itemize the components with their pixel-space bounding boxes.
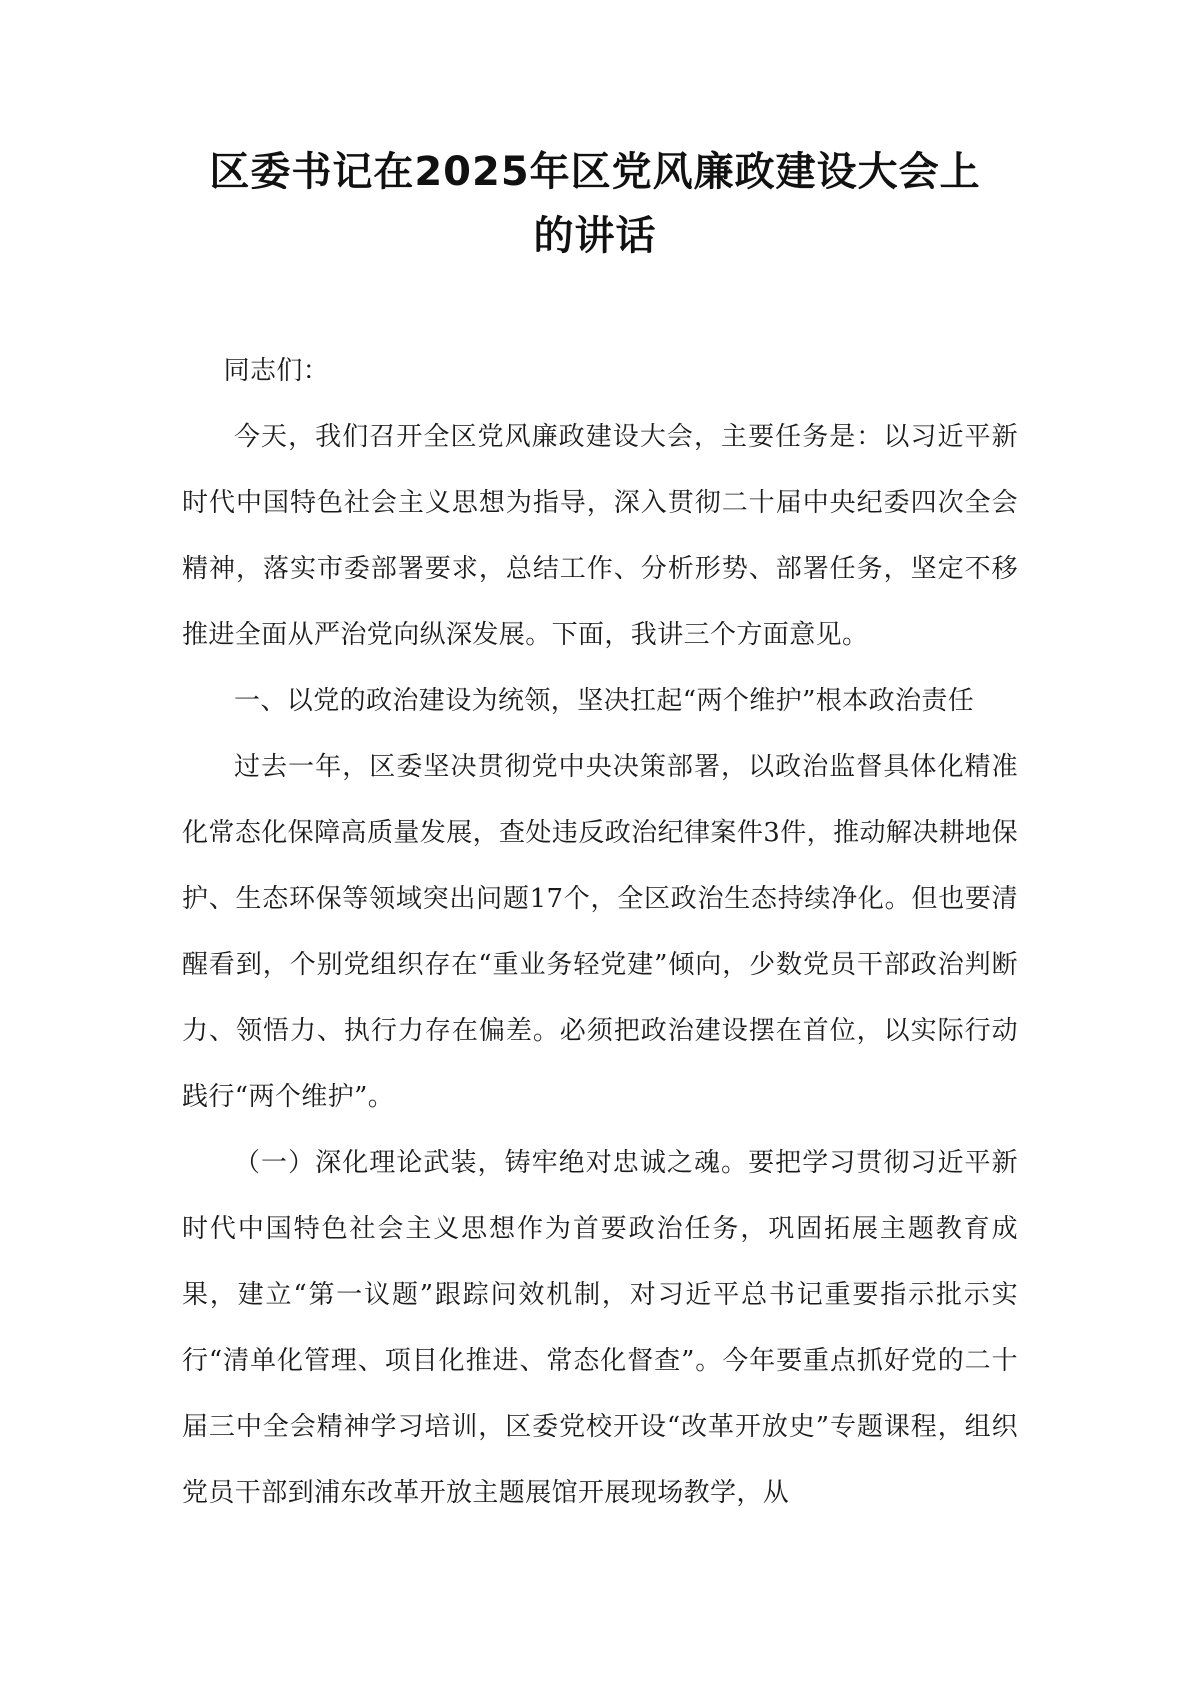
title-line-1: 区委书记在2025年区党风廉政建设大会上 <box>209 149 981 195</box>
title-line-2: 的讲话 <box>533 213 657 259</box>
document-body <box>182 338 1018 1526</box>
document-title <box>160 140 1030 268</box>
paragraph-intro: 今天，我们召开全区党风廉政建设大会，主要任务是：以习近平新时代中国特色社会主义思想为指导，深入贯彻二十届中央纪委四次全会精神，落实市委部署要求，总结工作、分析形势、部署任务，坚定不移推进全面从严治党向纵深发展。下面，我讲三个方面意见。 <box>182 422 1018 650</box>
paragraph-review: 过去一年，区委坚决贯彻党中央决策部署，以政治监督具体化精准化常态化保障高质量发展，查处违反政治纪律案件3件，推动解决耕地保护、生态环保等领域突出问题17个，全区政治生态持续净化。但也要清醒看到，个别党组织存在“重业务轻党建”倾向，少数党员干部政治判断力、领悟力、执行力存在偏差。必须把政治建设摆在首位，以实际行动践行“两个维护”。 <box>182 752 1018 1112</box>
section-heading-1: 一、以党的政治建设为统领，坚决扛起“两个维护”根本政治责任 <box>234 686 975 716</box>
salutation: 同志们： <box>223 356 330 386</box>
subsection-1: （一）深化理论武装，铸牢绝对忠诚之魂。要把学习贯彻习近平新时代中国特色社会主义思想作为首要政治任务，巩固拓展主题教育成果，建立“第一议题”跟踪问效机制，对习近平总书记重要指示批示实行“清单化管理、项目化推进、常态化督查”。今年要重点抓好党的二十届三中全会精神学习培训，区委党校开设“改革开放史”专题课程，组织党员干部到浦东改革开放主题展馆开展现场教学，从 <box>182 1148 1018 1508</box>
